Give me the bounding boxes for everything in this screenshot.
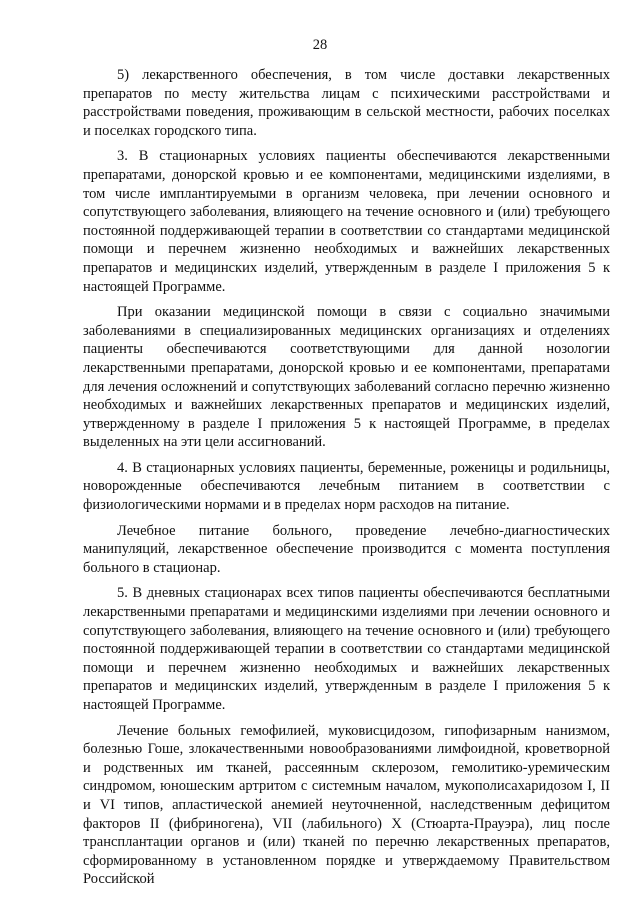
paragraph-drug-supply-item-5: 5) лекарственного обеспечения, в том числе доставки лекарственных препаратов по месту жительства лицам с психическими расстройствами и расстройствами поведения, проживающим в сельской местности, рабочих поселках и поселках городского типа. bbox=[83, 67, 610, 139]
document-body bbox=[83, 66, 610, 896]
page-number: 28 bbox=[312, 37, 328, 53]
paragraph-socially-significant-diseases: При оказании медицинской помощи в связи с социально значимыми заболеваниями в специализированных медицинских организациях и отделениях пациенты обеспечиваются соответствующими для данной нозологии лекарственными препаратами, донорской кровью и ее компонентами, препаратами для лечения осложнений и сопутствующих заболеваний согласно перечню жизненно необходимых и важнейших лекарственных препаратов и медицинских изделий, утвержденному в разделе I приложения 5 к настоящей Программе, в пределах выделенных на эти цели ассигнований. bbox=[83, 304, 610, 451]
paragraph-inpatient-nutrition: 4. В стационарных условиях пациенты, беременные, роженицы и родильницы, новорожденные обеспечиваются лечебным питанием в соответствии с физиологическими нормами и в пределах норм расходов на питание. bbox=[83, 459, 610, 514]
paragraph-inpatient-drug-provision: 3. В стационарных условиях пациенты обеспечиваются лекарственными препаратами, донорской кровью и ее компонентами, медицинскими изделиями, в том числе имплантируемыми в организм человека, при лечении основного и сопутствующего заболевания, влияющего на течение основного и (или) требующего постоянной поддерживающей терапии в соответствии со стандартами медицинской помощи и перечнем жизненно необходимых и важнейших лекарственных препаратов и медицинских изделий, утвержденным в разделе I приложения 5 к настоящей Программе. bbox=[83, 148, 610, 295]
paragraph-nutrition-start: Лечебное питание больного, проведение лечебно-диагностических манипуляций, лекарственное обеспечение производится с момента поступления больного в стационар. bbox=[83, 522, 610, 576]
paragraph-day-hospitals: 5. В дневных стационарах всех типов пациенты обеспечиваются бесплатными лекарственными препаратами и медицинскими изделиями при лечении основного и сопутствующего заболевания, влияющего на течение основного и (или) требующего постоянной поддерживающей терапии в соответствии со стандартами медицинской помощи и перечнем жизненно необходимых и важнейших лекарственных препаратов и медицинских изделий, утвержденным в разделе I приложения 5 к настоящей Программе. bbox=[83, 585, 610, 713]
paragraph-rare-diseases-treatment: Лечение больных гемофилией, муковисцидозом, гипофизарным нанизмом, болезнью Гоше, злокачественными новообразованиями лимфоидной, кроветворной и родственных им тканей, рассеянным склерозом, гемолитико-уремическим синдромом, юношеским артритом с системным началом, мукополисахаридозом I, II и VI типов, апластической анемией неуточненной, наследственным дефицитом факторов II (фибриногена), VII (лабильного) X (Стюарта-Прауэра), лиц после трансплантации органов и (или) тканей по перечню лекарственных препаратов, сформированному в установленном порядке и утверждаемому Правительством Российской bbox=[83, 722, 610, 888]
